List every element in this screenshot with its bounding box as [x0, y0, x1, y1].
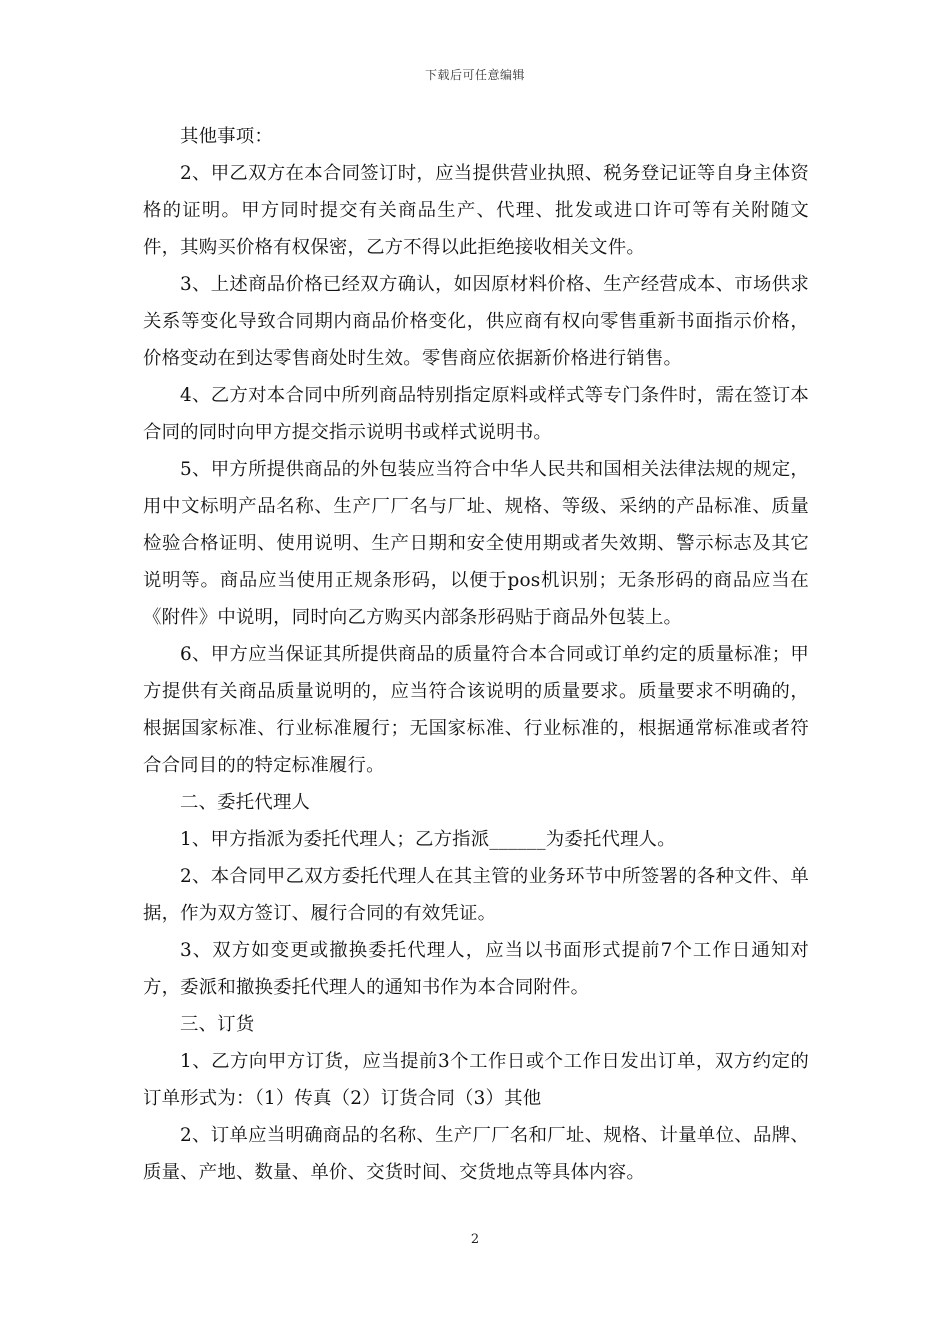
section-heading-ordering: 三、订货: [180, 1014, 255, 1035]
paragraph-order-2-content: 2、订单应当明确商品的名称、生产厂厂名和厂址、规格、计量单位、品牌、质量、产地、数量、单价、交货时间、交货地点等具体内容。: [143, 1125, 809, 1183]
paragraph-agent-3-replacement: 3、双方如变更或撤换委托代理人，应当以书面形式提前7个工作日通知对方，委派和撤换委托代理人的通知书作为本合同附件。: [143, 940, 809, 998]
section-heading-agents: 二、委托代理人: [180, 792, 311, 813]
paragraph-other-matters-heading: 其他事项：: [180, 126, 273, 147]
paragraph-clause-6-quality: 6、甲方应当保证其所提供商品的质量符合本合同或订单约定的质量标准；甲方提供有关商品质量说明的，应当符合该说明的质量要求。质量要求不明确的，根据国家标准、行业标准履行；无国家标准、行业标准的，根据通常标准或者符合合同目的的特定标准履行。: [143, 644, 809, 776]
paragraph-clause-4-specifications: 4、乙方对本合同中所列商品特别指定原料或样式等专门条件时，需在签订本合同的同时向甲方提交指示说明书或样式说明书。: [143, 385, 809, 443]
page-header-note: 下载后可任意编辑: [424, 68, 525, 82]
paragraph-clause-5-packaging: 5、甲方所提供商品的外包装应当符合中华人民共和国相关法律法规的规定，用中文标明产品名称、生产厂厂名与厂址、规格、等级、采纳的产品标准、质量检验合格证明、使用说明、生产日期和安全使用期或者失效期、警示标志及其它说明等。商品应当使用正规条形码，以便于pos机识别；无条形码的商品应当在《附件》中说明，同时向乙方购买内部条形码贴于商品外包装上。: [143, 459, 809, 628]
paragraph-clause-2-qualifications: 2、甲乙双方在本合同签订时，应当提供营业执照、税务登记证等自身主体资格的证明。甲方同时提交有关商品生产、代理、批发或进口许可等有关附随文件，其购买价格有权保密，乙方不得以此拒绝接收相关文件。: [143, 163, 809, 258]
paragraph-clause-3-pricing: 3、上述商品价格已经双方确认，如因原材料价格、生产经营成本、市场供求关系等变化导致合同期内商品价格变化，供应商有权向零售重新书面指示价格，价格变动在到达零售商处时生效。零售商应依据新价格进行销售。: [143, 274, 809, 369]
paragraph-order-1-form: 1、乙方向甲方订货，应当提前3个工作日或个工作日发出订单，双方约定的订单形式为：（1）传真（2）订货合同（3）其他: [143, 1051, 809, 1109]
paragraph-agent-1-appointment: 1、甲方指派为委托代理人；乙方指派______为委托代理人。: [180, 829, 676, 850]
page-number: 2: [470, 1232, 480, 1247]
paragraph-agent-2-documents: 2、本合同甲乙双方委托代理人在其主管的业务环节中所签署的各种文件、单据，作为双方签订、履行合同的有效凭证。: [143, 866, 809, 924]
document-body: [143, 118, 809, 1191]
